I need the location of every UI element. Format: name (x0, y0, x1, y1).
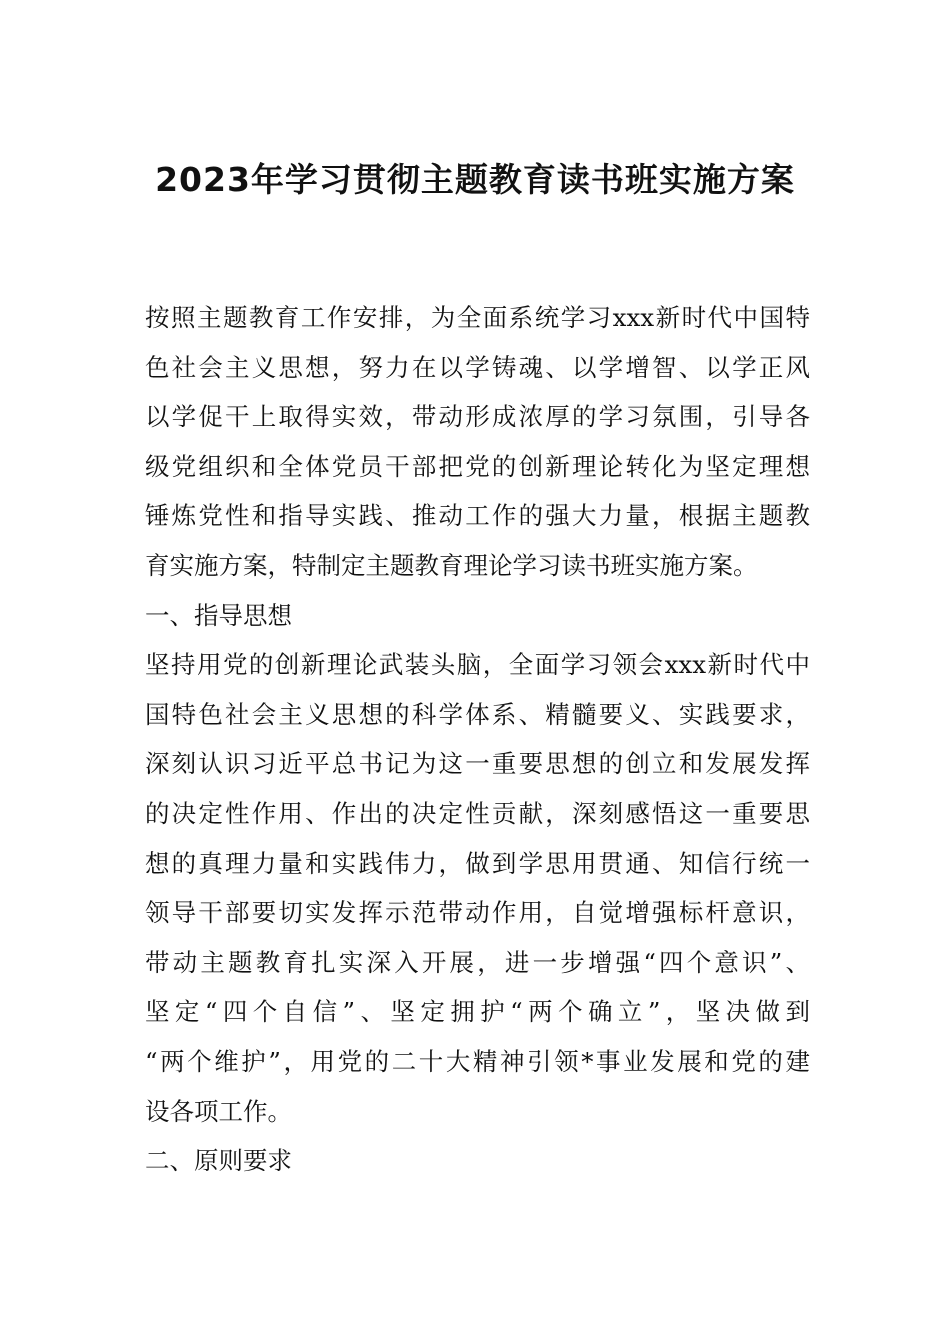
text-line: 按照主题教育工作安排，为全面系统学习xxx新时代中国特 (145, 303, 810, 332)
text-line: 深刻认识习近平总书记为这一重要思想的创立和发展发挥 (145, 749, 810, 779)
text-line: 级党组织和全体党员干部把党的创新理论转化为坚定理想 (145, 451, 810, 481)
text-line: 的决定性作用、作出的决定性贡献，深刻感悟这一重要思 (145, 798, 810, 828)
text-line: 领导干部要切实发挥示范带动作用，自觉增强标杆意识， (145, 898, 810, 928)
text-line: 色社会主义思想，努力在以学铸魂、以学增智、以学正风 (145, 352, 810, 382)
text-line: 一、指导思想 (145, 600, 292, 630)
text-line: 国特色社会主义思想的科学体系、精髓要义、实践要求， (145, 699, 810, 729)
text-line: 以学促干上取得实效，带动形成浓厚的学习氛围，引导各 (145, 402, 810, 432)
text-line: 育实施方案，特制定主题教育理论学习读书班实施方案。 (145, 550, 758, 580)
text-line: 坚持用党的创新理论武装头脑，全面学习领会xxx新时代中 (145, 650, 810, 680)
text-line: 坚定“四个自信”、坚定拥护“两个确立”，坚决做到 (145, 997, 810, 1027)
document-body (145, 293, 810, 1186)
text-line: 二、原则要求 (145, 1146, 292, 1176)
text-line: “两个维护”，用党的二十大精神引领*事业发展和党的建 (145, 1046, 810, 1076)
text-line: 想的真理力量和实践伟力，做到学思用贯通、知信行统一 (145, 848, 810, 878)
document-title: 2023年学习贯彻主题教育读书班实施方案 (155, 160, 795, 199)
text-line: 带动主题教育扎实深入开展，进一步增强“四个意识”、 (145, 947, 810, 977)
text-line: 锤炼党性和指导实践、推动工作的强大力量，根据主题教 (145, 501, 810, 531)
text-line: 设各项工作。 (145, 1096, 292, 1126)
